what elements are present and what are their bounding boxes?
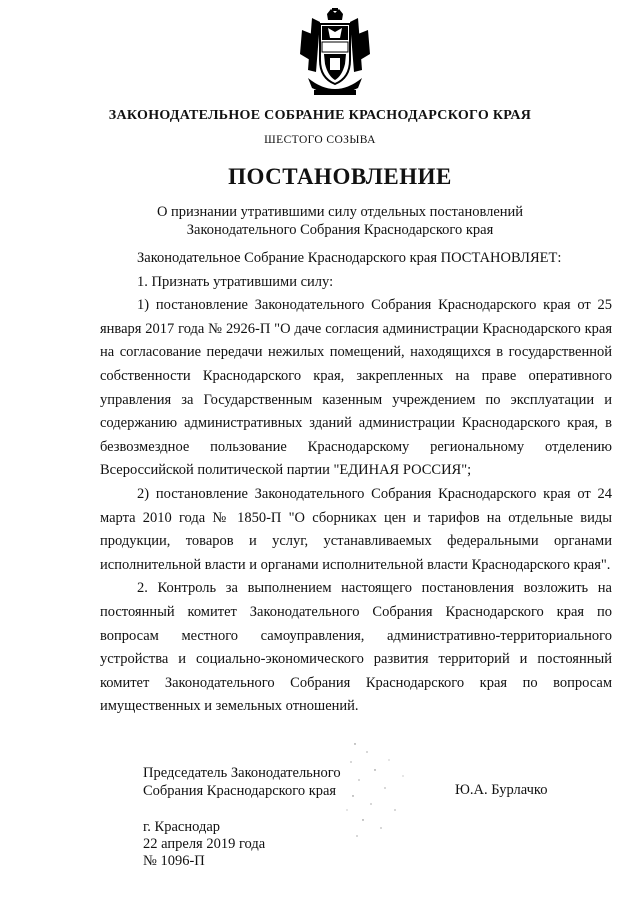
item-1-2-paragraph: 2) постановление Законодательного Собрания Краснодарского края от 24 марта 2010 года № 1850-П "О сборниках цен и тарифов на отдельные виды продукции, товаров и услуг, устанавливаемых федеральными органами исполнительной власти и органами исполнительной власти Краснодарского края". bbox=[100, 485, 612, 573]
item-2-paragraph: 2. Контроль за выполнением настоящего постановления возложить на постоянный комитет Законодательного Собрания Краснодарского края по вопросам местного самоуправления, административно-территориального устройства и социально-экономического развития территорий и постоянный комитет Законодательного Собрания Краснодарского края по вопросам имущественных и земельных отношений. bbox=[100, 580, 612, 715]
coat-of-arms-icon bbox=[298, 8, 372, 96]
convocation-label: ШЕСТОГО СОЗЫВА bbox=[264, 134, 376, 146]
city-label: г. Краснодар bbox=[143, 819, 221, 835]
document-number: № 1096-П bbox=[143, 853, 205, 869]
signer-title bbox=[143, 764, 341, 800]
stamp-dots-icon bbox=[345, 740, 415, 840]
item-1-paragraph: 1. Признать утратившими силу: bbox=[137, 273, 334, 290]
date-label: 22 апреля 2019 года bbox=[143, 836, 266, 852]
document-body bbox=[100, 247, 612, 719]
document-requisites bbox=[143, 819, 265, 870]
signer-title-line-1: Председатель Законодательного bbox=[143, 765, 341, 781]
organization-name: ЗАКОНОДАТЕЛЬНОЕ СОБРАНИЕ КРАСНОДАРСКОГО КРАЯ bbox=[108, 108, 532, 123]
item-1-1-paragraph: 1) постановление Законодательного Собрания Краснодарского края от 25 января 2017 года № 2926-П "О даче согласия администрации Краснодарского края на согласование передачи нежилых помещений, находящихся в государственной собственности Краснодарского края, закрепленных на праве оперативного управления за Государственным казенным учреждением по эксплуатации и содержанию административных зданий администрации Краснодарского края, в безвозмездное пользование Краснодарскому региональному отделению Всероссийской политической партии "ЕДИНАЯ РОССИЯ"; bbox=[100, 297, 612, 479]
signer-name: Ю.А. Бурлачко bbox=[455, 782, 548, 798]
preamble-paragraph: Законодательное Собрание Краснодарского края ПОСТАНОВЛЯЕТ: bbox=[137, 250, 562, 266]
document-type-title: ПОСТАНОВЛЕНИЕ bbox=[228, 164, 452, 189]
subject-line-1: О признании утратившими силу отдельных постановлений bbox=[156, 204, 524, 220]
document-subject bbox=[0, 203, 640, 239]
subject-line-2: Законодательного Собрания Краснодарского края bbox=[186, 222, 494, 238]
signer-title-line-2: Собрания Краснодарского края bbox=[143, 783, 337, 799]
